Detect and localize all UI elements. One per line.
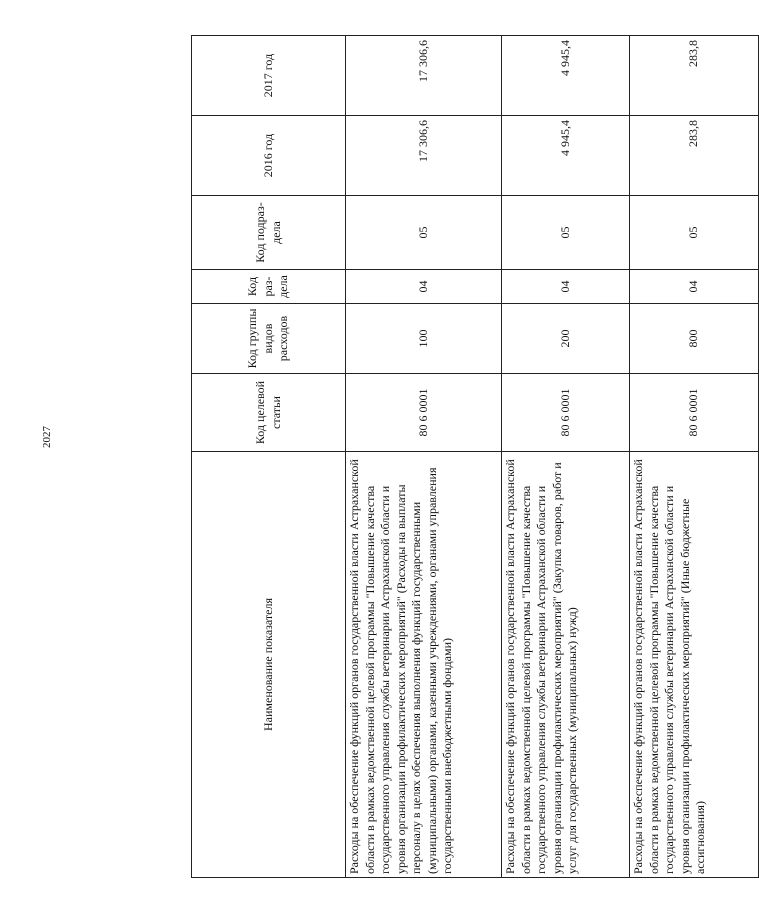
header-year-2016: 2016 год (192, 116, 346, 196)
table-row (630, 36, 759, 878)
row-year-2016: 4 945,4 (502, 116, 630, 196)
row-section: 04 (630, 270, 759, 304)
row-subsection: 05 (502, 196, 630, 270)
table-row (502, 36, 630, 878)
rotated-table-container (191, 36, 707, 878)
row-year-2016: 17 306,6 (346, 116, 502, 196)
budget-table (191, 35, 759, 878)
row-subsection: 05 (346, 196, 502, 270)
row-year-2017: 4 945,4 (502, 36, 630, 116)
row-year-2017: 283,8 (630, 36, 759, 116)
row-name: Расходы на обеспечение функций органов государственной власти Астраханской области в рамках ведомственной целевой программы "Повышение качества государственного управления службы ветеринарии Астраханской области и уровня организации профилактических мероприятий" (Закупка товаров, работ и услуг для государственных (муниципальных) нужд) (502, 452, 630, 878)
row-name: Расходы на обеспечение функций органов государственной власти Астраханской области в рамках ведомственной целевой программы "Повышение качества государственного управления службы ветеринарии Астраханской области и уровня организации профилактических мероприятий" (Иные бюджетные ассигнования) (630, 452, 759, 878)
row-year-2017: 17 306,6 (346, 36, 502, 116)
row-section: 04 (346, 270, 502, 304)
row-subsection: 05 (630, 196, 759, 270)
row-target-article: 80 6 0001 (346, 374, 502, 452)
header-subsection: Код подраз-дела (192, 196, 346, 270)
row-section: 04 (502, 270, 630, 304)
row-expense-group: 200 (502, 304, 630, 374)
header-expense-group: Код группы видов расходов (192, 304, 346, 374)
header-name: Наименование показателя (192, 452, 346, 878)
row-year-2016: 283,8 (630, 116, 759, 196)
header-year-2017: 2017 год (192, 36, 346, 116)
row-expense-group: 100 (346, 304, 502, 374)
header-row (192, 36, 346, 878)
header-section: Код раз-дела (192, 270, 346, 304)
page-number: 2027 (41, 426, 53, 448)
table-row (346, 36, 502, 878)
row-expense-group: 800 (630, 304, 759, 374)
row-name: Расходы на обеспечение функций органов государственной власти Астраханской области в рамках ведомственной целевой программы "Повышение качества государственного управления службы ветеринарии Астраханской области и уровня организации профилактических мероприятий" (Расходы на выплаты персоналу в целях обеспечения выполнения функций государственными (муниципальными) органами, казенными учреждениями, органами управления государственными внебюджетными фондами) (346, 452, 502, 878)
row-target-article: 80 6 0001 (502, 374, 630, 452)
row-target-article: 80 6 0001 (630, 374, 759, 452)
header-target-article: Код целевой статьи (192, 374, 346, 452)
